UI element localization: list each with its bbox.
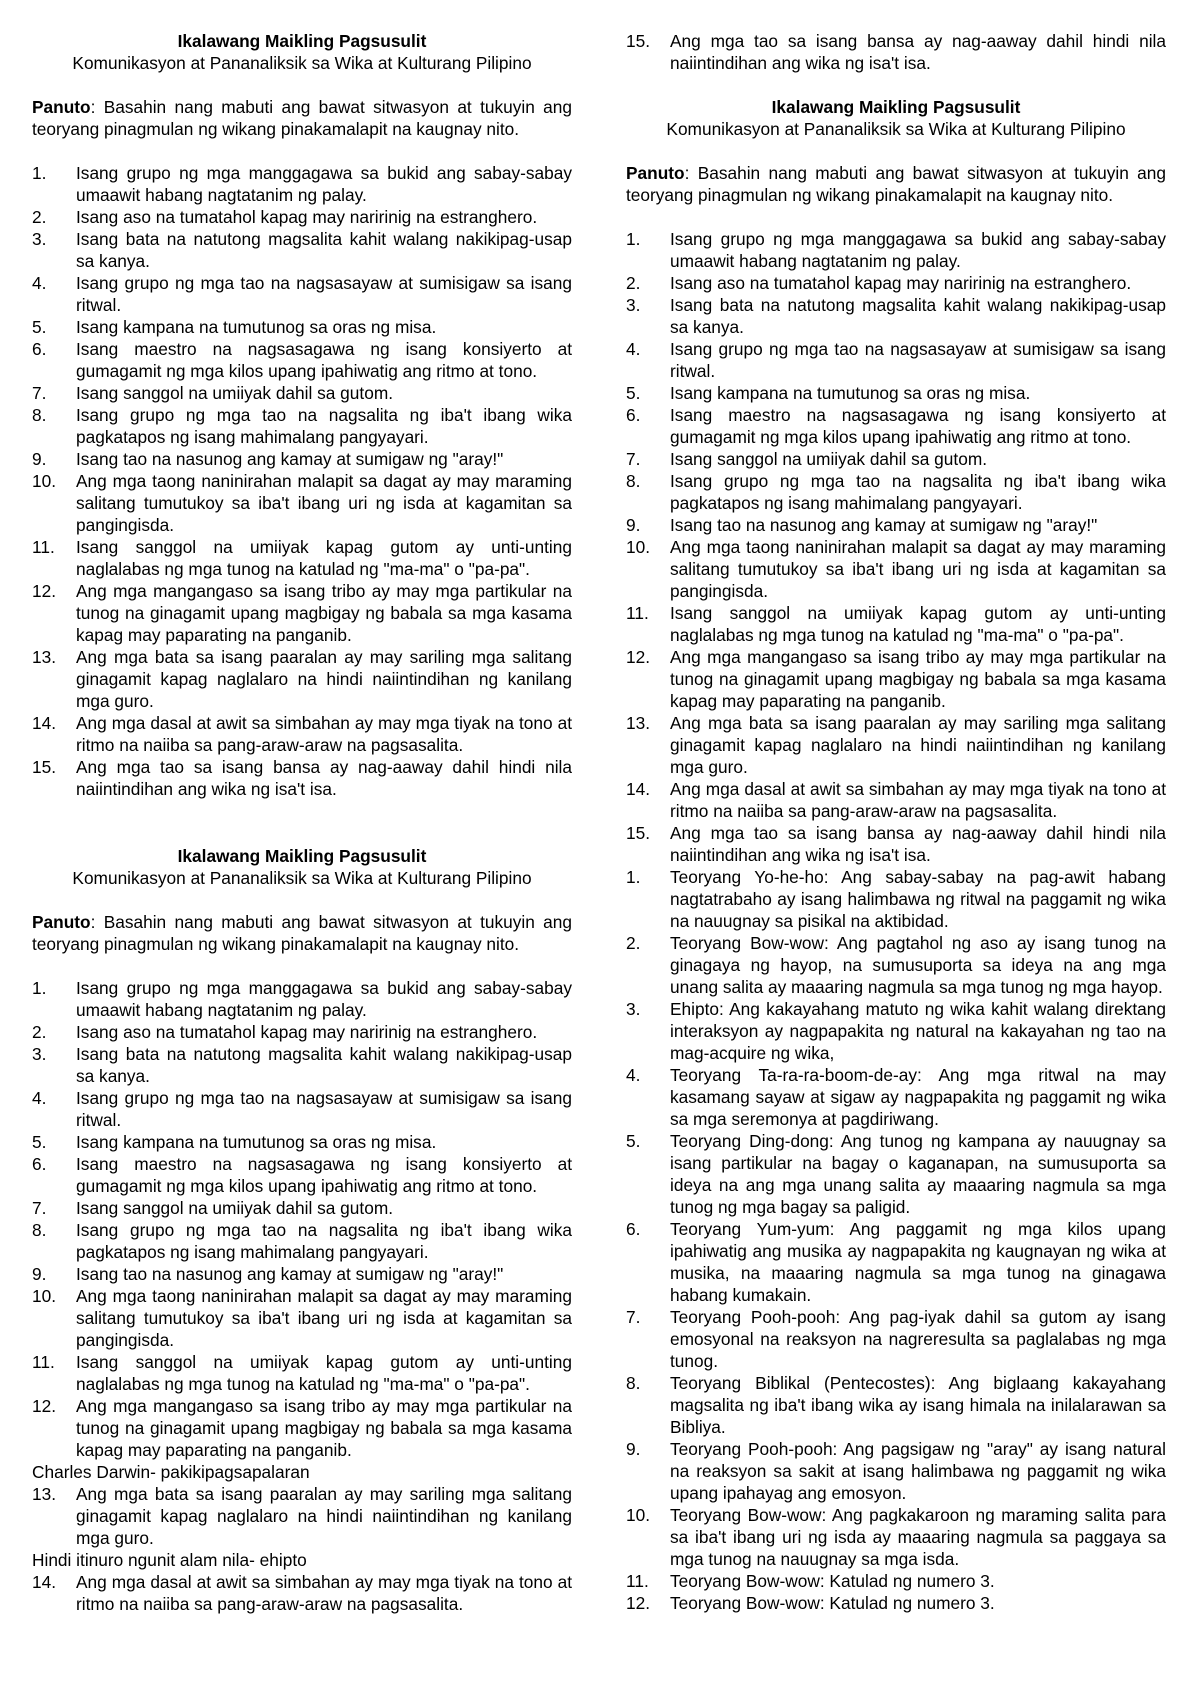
question-number: 7. — [32, 383, 47, 403]
question-number: 4. — [626, 339, 641, 359]
question-text: Isang grupo ng mga tao na nagsasayaw at sumisigaw sa isang ritwal. — [76, 1088, 572, 1130]
question-text: Ang mga bata sa isang paaralan ay may sariling mga salitang ginagamit kapag naglalaro na hindi naiintindihan ng kanilang mga guro. — [76, 1484, 572, 1548]
question-text: Ang mga dasal at awit sa simbahan ay may mga tiyak na tono at ritmo na naiiba sa pang-araw-araw na pagsasalita. — [76, 713, 572, 755]
answer-item — [626, 1570, 1166, 1592]
question-text: Isang maestro na nagsasagawa ng isang konsiyerto at gumagamit ng mga kilos upang ipahiwatig ang ritmo at tono. — [76, 1154, 572, 1196]
question-item — [626, 514, 1166, 536]
spacer — [32, 800, 572, 845]
question-item — [626, 712, 1166, 778]
answer-text: Teoryang Bow-wow: Katulad ng numero 3. — [670, 1571, 995, 1591]
answer-number: 11. — [626, 1571, 649, 1591]
question-item — [32, 272, 572, 316]
answer-number: 10. — [626, 1505, 651, 1525]
question-item — [626, 470, 1166, 514]
question-text: Isang tao na nasunog ang kamay at sumigaw ng "aray!" — [670, 515, 1098, 535]
answer-item — [626, 1130, 1166, 1218]
question-number: 15. — [626, 823, 651, 843]
question-number: 13. — [32, 1484, 57, 1504]
answer-item — [626, 932, 1166, 998]
answer-number: 9. — [626, 1439, 641, 1459]
answer-item — [626, 1592, 1166, 1614]
answer-text: Teoryang Yum-yum: Ang paggamit ng mga kilos upang ipahiwatig ang musika ay nagpapakita ng kaugnayan ng wika at musika, na maaaring nagmula sa mga tunog na ginagawa habang kumakain. — [670, 1219, 1166, 1305]
question-item — [32, 316, 572, 338]
question-item — [32, 338, 572, 382]
question-number: 3. — [626, 295, 641, 315]
question-item — [32, 1263, 572, 1285]
answer-text: Teoryang Pooh-pooh: Ang pagsigaw ng "aray" ay isang natural na reaksyon sa sakit at isang halimbawa ng paggamit ng wika upang ipahayag ang emosyon. — [670, 1439, 1166, 1503]
answer-text: Teoryang Biblikal (Pentecostes): Ang biglaang kakayahang magsalita ng iba't ibang wika ay isang himala na inilalarawan sa Bibliya. — [670, 1373, 1166, 1437]
question-item — [32, 162, 572, 206]
answer-text: Teoryang Pooh-pooh: Ang pag-iyak dahil sa gutom ay isang emosyonal na reaksyon na nagreresulta sa paglalabas ng mga tunog. — [670, 1307, 1166, 1371]
answer-item — [626, 1504, 1166, 1570]
question-item — [32, 1285, 572, 1351]
question-number: 4. — [32, 273, 47, 293]
answer-number: 8. — [626, 1373, 641, 1393]
question-text: Ang mga taong naninirahan malapit sa dagat ay may maraming salitang tumutukoy sa iba't ibang uri ng isda at kagamitan sa pangingisda. — [76, 1286, 572, 1350]
question-text: Isang grupo ng mga manggagawa sa bukid ang sabay-sabay umaawit habang nagtatanim ng palay. — [76, 978, 572, 1020]
question-number: 4. — [32, 1088, 47, 1108]
question-item — [32, 206, 572, 228]
instruction — [32, 96, 572, 140]
question-text: Isang sanggol na umiiyak kapag gutom ay unti-unting naglalabas ng mga tunog na katulad ng "ma-ma" o "pa-pa". — [76, 537, 572, 579]
question-number: 3. — [32, 1044, 47, 1064]
handwritten-note: Hindi itinuro ngunit alam nila- ehipto — [32, 1550, 307, 1570]
question-list — [32, 162, 572, 800]
question-item — [32, 1197, 572, 1219]
answer-text: Teoryang Bow-wow: Katulad ng numero 3. — [670, 1593, 995, 1613]
answer-text: Teoryang Yo-he-ho: Ang sabay-sabay na pag-awit habang nagtatrabaho ay isang halimbawa ng ritwal na paggamit ng wika na nauugnay sa pisikal na aktibidad. — [670, 867, 1166, 931]
quiz-subtitle: Komunikasyon at Pananaliksik sa Wika at Kulturang Pilipino — [666, 119, 1126, 139]
question-item — [32, 1395, 572, 1461]
question-text: Isang bata na natutong magsalita kahit walang nakikipag-usap sa kanya. — [76, 1044, 572, 1086]
question-item — [626, 404, 1166, 448]
question-item — [32, 1219, 572, 1263]
question-item — [32, 1131, 572, 1153]
question-text: Isang sanggol na umiiyak kapag gutom ay unti-unting naglalabas ng mga tunog na katulad ng "ma-ma" o "pa-pa". — [670, 603, 1166, 645]
answer-number: 3. — [626, 999, 641, 1019]
answer-text: Ehipto: Ang kakayahang matuto ng wika kahit walang direktang interaksyon ay nagpapakita ng natural na kakayahan ng tao na mag-acquire ng wika, — [670, 999, 1166, 1063]
question-text: Isang grupo ng mga tao na nagsalita ng iba't ibang wika pagkatapos ng isang mahimalang pangyayari. — [76, 405, 572, 447]
question-item — [626, 294, 1166, 338]
question-text: Isang kampana na tumutunog sa oras ng misa. — [670, 383, 1031, 403]
question-number: 15. — [32, 757, 57, 777]
answer-item — [626, 1306, 1166, 1372]
question-list — [626, 30, 1166, 74]
quiz-block-a — [32, 30, 572, 800]
question-text: Ang mga dasal at awit sa simbahan ay may mga tiyak na tono at ritmo na naiiba sa pang-araw-araw na pagsasalita. — [670, 779, 1166, 821]
answer-text: Teoryang Bow-wow: Ang pagtahol ng aso ay isang tunog na ginagaya ng hayop, na sumusuporta sa ideya na ang mga unang salita ay maaaring nagmula sa mga tunog ng mga hayop. — [670, 933, 1166, 997]
question-item — [626, 602, 1166, 646]
question-number: 10. — [626, 537, 651, 557]
answer-number: 4. — [626, 1065, 641, 1085]
instruction-text: : Basahin nang mabuti ang bawat sitwasyon at tukuyin ang teoryang pinagmulan ng wikang pinakamalapit na kaugnay nito. — [32, 912, 572, 954]
question-text: Isang aso na tumatahol kapag may naririnig na estranghero. — [76, 207, 538, 227]
question-number: 13. — [626, 713, 651, 733]
quiz-block-c — [626, 96, 1166, 1614]
question-item — [626, 822, 1166, 866]
question-text: Isang grupo ng mga tao na nagsalita ng iba't ibang wika pagkatapos ng isang mahimalang pangyayari. — [76, 1220, 572, 1262]
question-number: 1. — [32, 978, 47, 998]
question-number: 10. — [32, 471, 57, 491]
question-item — [32, 382, 572, 404]
question-number: 5. — [32, 317, 47, 337]
question-number: 5. — [32, 1132, 47, 1152]
question-text: Isang grupo ng mga tao na nagsalita ng iba't ibang wika pagkatapos ng isang mahimalang pangyayari. — [670, 471, 1166, 513]
question-item — [32, 1043, 572, 1087]
question-list — [626, 228, 1166, 866]
question-number: 1. — [32, 163, 47, 183]
answer-number: 5. — [626, 1131, 641, 1151]
question-number: 11. — [32, 1352, 55, 1372]
question-number: 6. — [626, 405, 641, 425]
answer-item — [626, 1372, 1166, 1438]
question-text: Isang grupo ng mga tao na nagsasayaw at sumisigaw sa isang ritwal. — [670, 339, 1166, 381]
quiz-title: Ikalawang Maikling Pagsusulit — [177, 31, 427, 51]
question-text: Isang bata na natutong magsalita kahit walang nakikipag-usap sa kanya. — [76, 229, 572, 271]
left-column — [32, 30, 572, 1615]
answer-item — [626, 866, 1166, 932]
question-item — [626, 30, 1166, 74]
question-number: 7. — [626, 449, 641, 469]
quiz-block-b — [32, 845, 572, 1615]
quiz-subtitle: Komunikasyon at Pananaliksik sa Wika at Kulturang Pilipino — [72, 53, 532, 73]
quiz-title: Ikalawang Maikling Pagsusulit — [177, 846, 427, 866]
question-item — [32, 977, 572, 1021]
quiz-subtitle: Komunikasyon at Pananaliksik sa Wika at Kulturang Pilipino — [72, 868, 532, 888]
answer-number: 2. — [626, 933, 641, 953]
question-number: 9. — [32, 1264, 47, 1284]
question-text: Ang mga tao sa isang bansa ay nag-aaway dahil hindi nila naiintindihan ang wika ng isa't isa. — [670, 31, 1166, 73]
question-number: 8. — [32, 1220, 47, 1240]
question-number: 5. — [626, 383, 641, 403]
question-item — [32, 712, 572, 756]
question-item — [626, 448, 1166, 470]
question-text: Isang sanggol na umiiyak kapag gutom ay unti-unting naglalabas ng mga tunog na katulad ng "ma-ma" o "pa-pa". — [76, 1352, 572, 1394]
question-number: 6. — [32, 339, 47, 359]
question-list — [32, 1571, 572, 1615]
right-column — [626, 30, 1166, 1614]
question-text: Ang mga dasal at awit sa simbahan ay may mga tiyak na tono at ritmo na naiiba sa pang-araw-araw na pagsasalita. — [76, 1572, 572, 1614]
answer-item — [626, 1438, 1166, 1504]
question-item — [32, 1021, 572, 1043]
question-text: Isang sanggol na umiiyak dahil sa gutom. — [76, 1198, 394, 1218]
question-item — [626, 646, 1166, 712]
question-text: Isang tao na nasunog ang kamay at sumigaw ng "aray!" — [76, 449, 504, 469]
question-text: Ang mga mangangaso sa isang tribo ay may mga partikular na tunog na ginagamit upang magbigay ng babala sa mga kasama kapag may paparating na panganib. — [76, 1396, 572, 1460]
question-number: 11. — [32, 537, 55, 557]
question-item — [32, 404, 572, 448]
answer-text: Teoryang Ta-ra-ra-boom-de-ay: Ang mga ritwal na may kasamang sayaw at sigaw ay nagpapakita ng paggamit ng wika sa mga seremonya at pagdiriwang. — [670, 1065, 1166, 1129]
question-number: 7. — [32, 1198, 47, 1218]
question-text: Isang maestro na nagsasagawa ng isang konsiyerto at gumagamit ng mga kilos upang ipahiwatig ang ritmo at tono. — [670, 405, 1166, 447]
question-text: Isang maestro na nagsasagawa ng isang konsiyerto at gumagamit ng mga kilos upang ipahiwatig ang ritmo at tono. — [76, 339, 572, 381]
question-item — [32, 1087, 572, 1131]
question-number: 10. — [32, 1286, 57, 1306]
question-number: 6. — [32, 1154, 47, 1174]
question-item — [32, 448, 572, 470]
question-item — [626, 272, 1166, 294]
question-item — [32, 1153, 572, 1197]
answer-list — [626, 866, 1166, 1614]
answer-item — [626, 998, 1166, 1064]
question-item — [626, 778, 1166, 822]
answer-item — [626, 1064, 1166, 1130]
question-number: 14. — [626, 779, 651, 799]
question-number: 8. — [626, 471, 641, 491]
question-number: 12. — [32, 1396, 57, 1416]
question-list — [32, 1483, 572, 1549]
question-item — [626, 338, 1166, 382]
handwritten-note: Charles Darwin- pakikipagsapalaran — [32, 1462, 310, 1482]
answer-text: Teoryang Ding-dong: Ang tunog ng kampana ay nauugnay sa isang partikular na bagay o kaganapan, na sumusuporta sa ideya na ang mga unang salita ay maaaring nagmula sa mga tunog ng mga bagay sa paligid. — [670, 1131, 1166, 1217]
question-number: 12. — [626, 647, 651, 667]
spacer — [626, 74, 1166, 96]
instruction — [626, 162, 1166, 206]
question-text: Isang kampana na tumutunog sa oras ng misa. — [76, 1132, 437, 1152]
question-number: 14. — [32, 1572, 57, 1592]
question-text: Isang sanggol na umiiyak dahil sa gutom. — [670, 449, 988, 469]
question-item — [32, 1571, 572, 1615]
question-item — [32, 1351, 572, 1395]
instruction-label: Panuto — [626, 163, 685, 183]
answer-number: 6. — [626, 1219, 641, 1239]
question-item — [32, 228, 572, 272]
question-number: 11. — [626, 603, 649, 623]
question-item — [626, 536, 1166, 602]
question-item — [626, 382, 1166, 404]
question-item — [626, 228, 1166, 272]
question-item — [32, 646, 572, 712]
question-text: Ang mga bata sa isang paaralan ay may sariling mga salitang ginagamit kapag naglalaro na hindi naiintindihan ng kanilang mga guro. — [76, 647, 572, 711]
question-number: 3. — [32, 229, 47, 249]
question-item — [32, 756, 572, 800]
question-text: Ang mga taong naninirahan malapit sa dagat ay may maraming salitang tumutukoy sa iba't ibang uri ng isda at kagamitan sa pangingisda. — [670, 537, 1166, 601]
question-number: 9. — [626, 515, 641, 535]
question-number: 14. — [32, 713, 57, 733]
instruction-label: Panuto — [32, 97, 91, 117]
question-text: Ang mga mangangaso sa isang tribo ay may mga partikular na tunog na ginagamit upang magbigay ng babala sa mga kasama kapag may paparating na panganib. — [670, 647, 1166, 711]
answer-number: 1. — [626, 867, 641, 887]
question-text: Isang aso na tumatahol kapag may naririnig na estranghero. — [670, 273, 1132, 293]
question-text: Ang mga tao sa isang bansa ay nag-aaway dahil hindi nila naiintindihan ang wika ng isa't isa. — [670, 823, 1166, 865]
question-list — [32, 977, 572, 1461]
question-number: 2. — [626, 273, 641, 293]
question-text: Isang aso na tumatahol kapag may naririnig na estranghero. — [76, 1022, 538, 1042]
question-item — [32, 1483, 572, 1549]
question-text: Isang grupo ng mga manggagawa sa bukid ang sabay-sabay umaawit habang nagtatanim ng palay. — [670, 229, 1166, 271]
answer-number: 12. — [626, 1593, 651, 1613]
answer-text: Teoryang Bow-wow: Ang pagkakaroon ng maraming salita para sa iba't ibang uri ng isda ay maaaring nagmula sa paggaya sa mga tunog na nauugnay sa mga isda. — [670, 1505, 1166, 1569]
question-text: Isang grupo ng mga manggagawa sa bukid ang sabay-sabay umaawit habang nagtatanim ng palay. — [76, 163, 572, 205]
question-text: Ang mga taong naninirahan malapit sa dagat ay may maraming salitang tumutukoy sa iba't ibang uri ng isda at kagamitan sa pangingisda. — [76, 471, 572, 535]
instruction-label: Panuto — [32, 912, 91, 932]
question-text: Isang kampana na tumutunog sa oras ng misa. — [76, 317, 437, 337]
question-number: 1. — [626, 229, 641, 249]
quiz-title: Ikalawang Maikling Pagsusulit — [771, 97, 1021, 117]
instruction-text: : Basahin nang mabuti ang bawat sitwasyon at tukuyin ang teoryang pinagmulan ng wikang pinakamalapit na kaugnay nito. — [32, 97, 572, 139]
question-text: Ang mga bata sa isang paaralan ay may sariling mga salitang ginagamit kapag naglalaro na hindi naiintindihan ng kanilang mga guro. — [670, 713, 1166, 777]
instruction-text: : Basahin nang mabuti ang bawat sitwasyon at tukuyin ang teoryang pinagmulan ng wikang pinakamalapit na kaugnay nito. — [626, 163, 1166, 205]
question-text: Ang mga tao sa isang bansa ay nag-aaway dahil hindi nila naiintindihan ang wika ng isa't isa. — [76, 757, 572, 799]
question-text: Isang tao na nasunog ang kamay at sumigaw ng "aray!" — [76, 1264, 504, 1284]
question-number: 9. — [32, 449, 47, 469]
instruction — [32, 911, 572, 955]
question-number: 12. — [32, 581, 57, 601]
question-number: 2. — [32, 1022, 47, 1042]
question-text: Isang sanggol na umiiyak dahil sa gutom. — [76, 383, 394, 403]
question-text: Isang bata na natutong magsalita kahit walang nakikipag-usap sa kanya. — [670, 295, 1166, 337]
question-item — [32, 470, 572, 536]
question-number: 13. — [32, 647, 57, 667]
answer-number: 7. — [626, 1307, 641, 1327]
question-item — [32, 580, 572, 646]
answer-item — [626, 1218, 1166, 1306]
question-item — [32, 536, 572, 580]
question-number: 2. — [32, 207, 47, 227]
question-number: 8. — [32, 405, 47, 425]
question-text: Ang mga mangangaso sa isang tribo ay may mga partikular na tunog na ginagamit upang magbigay ng babala sa mga kasama kapag may paparating na panganib. — [76, 581, 572, 645]
question-text: Isang grupo ng mga tao na nagsasayaw at sumisigaw sa isang ritwal. — [76, 273, 572, 315]
question-number: 15. — [626, 31, 651, 51]
